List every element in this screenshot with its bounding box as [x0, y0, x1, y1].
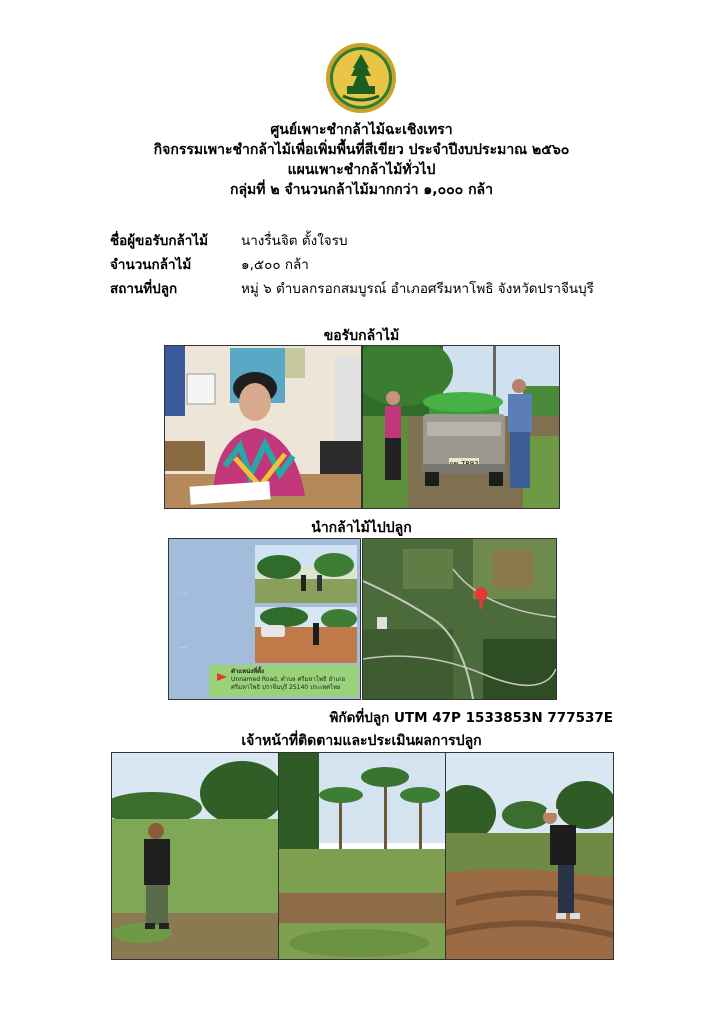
activity-title: กิจกรรมเพาะชำกล้าไม้เพื่อเพิ่มพื้นที่สีเขียว ประจำปีงบประมาณ ๒๕๖๐: [153, 142, 570, 158]
recipient-value: นางรื่นจิต ตั้งใจรบ: [241, 233, 348, 249]
seedling-count-value: ๑,๕๐๐ กล้า: [241, 257, 309, 273]
followup-section-title: เจ้าหน้าที่ติดตามและประเมินผลการปลูก: [241, 733, 482, 749]
planting-place-label: สถานที่ปลูก: [110, 281, 178, 297]
svg-text:·····: ·····: [179, 645, 187, 651]
receive-photo-truck: [362, 345, 560, 509]
plan-title: แผนเพาะชำกล้าไม้ทั่วไป: [287, 162, 436, 178]
svg-text:·····: ·····: [179, 591, 187, 597]
agency-emblem-logo: [325, 42, 397, 114]
followup-photo-palms: [278, 752, 446, 960]
planting-section-title: นำกล้าไม้ไปปลูก: [311, 520, 412, 536]
receive-photo-office: [164, 345, 362, 509]
satellite-map-photo: [362, 538, 557, 700]
center-name: ศูนย์เพาะชำกล้าไม้ฉะเชิงเทรา: [270, 122, 453, 138]
followup-photo-inspecting: [445, 752, 614, 960]
map-popup-address-line2: ศรีมหาโพธิ ปราจีนบุรี 25140 ประเทศไทย: [231, 684, 341, 691]
planting-coordinates: พิกัดที่ปลูก UTM 47P 1533853N 777537E: [329, 710, 613, 726]
followup-photo-staff-standing: [111, 752, 279, 960]
seedling-count-label: จำนวนกล้าไม้: [110, 257, 192, 273]
recipient-label: ชื่อผู้ขอรับกล้าไม้: [110, 233, 209, 249]
receive-section-title: ขอรับกล้าไม้: [323, 328, 400, 344]
planting-place-value: หมู่ ๖ ตำบลกรอกสมบูรณ์ อำเภอศรีมหาโพธิ จังหวัดปราจีนบุรี: [241, 281, 594, 297]
map-popup: [231, 668, 345, 692]
map-popup-title: ตำแหน่งที่ตั้ง: [231, 668, 264, 675]
map-screenshot-panel: [168, 538, 361, 700]
map-popup-address-line1: Unnamed Road, ตำบล ศรีมหาโพธิ อำเภอ: [231, 676, 346, 683]
group-title: กลุ่มที่ ๒ จำนวนกล้าไม้มากกว่า ๑,๐๐๐ กล้า: [229, 182, 493, 198]
